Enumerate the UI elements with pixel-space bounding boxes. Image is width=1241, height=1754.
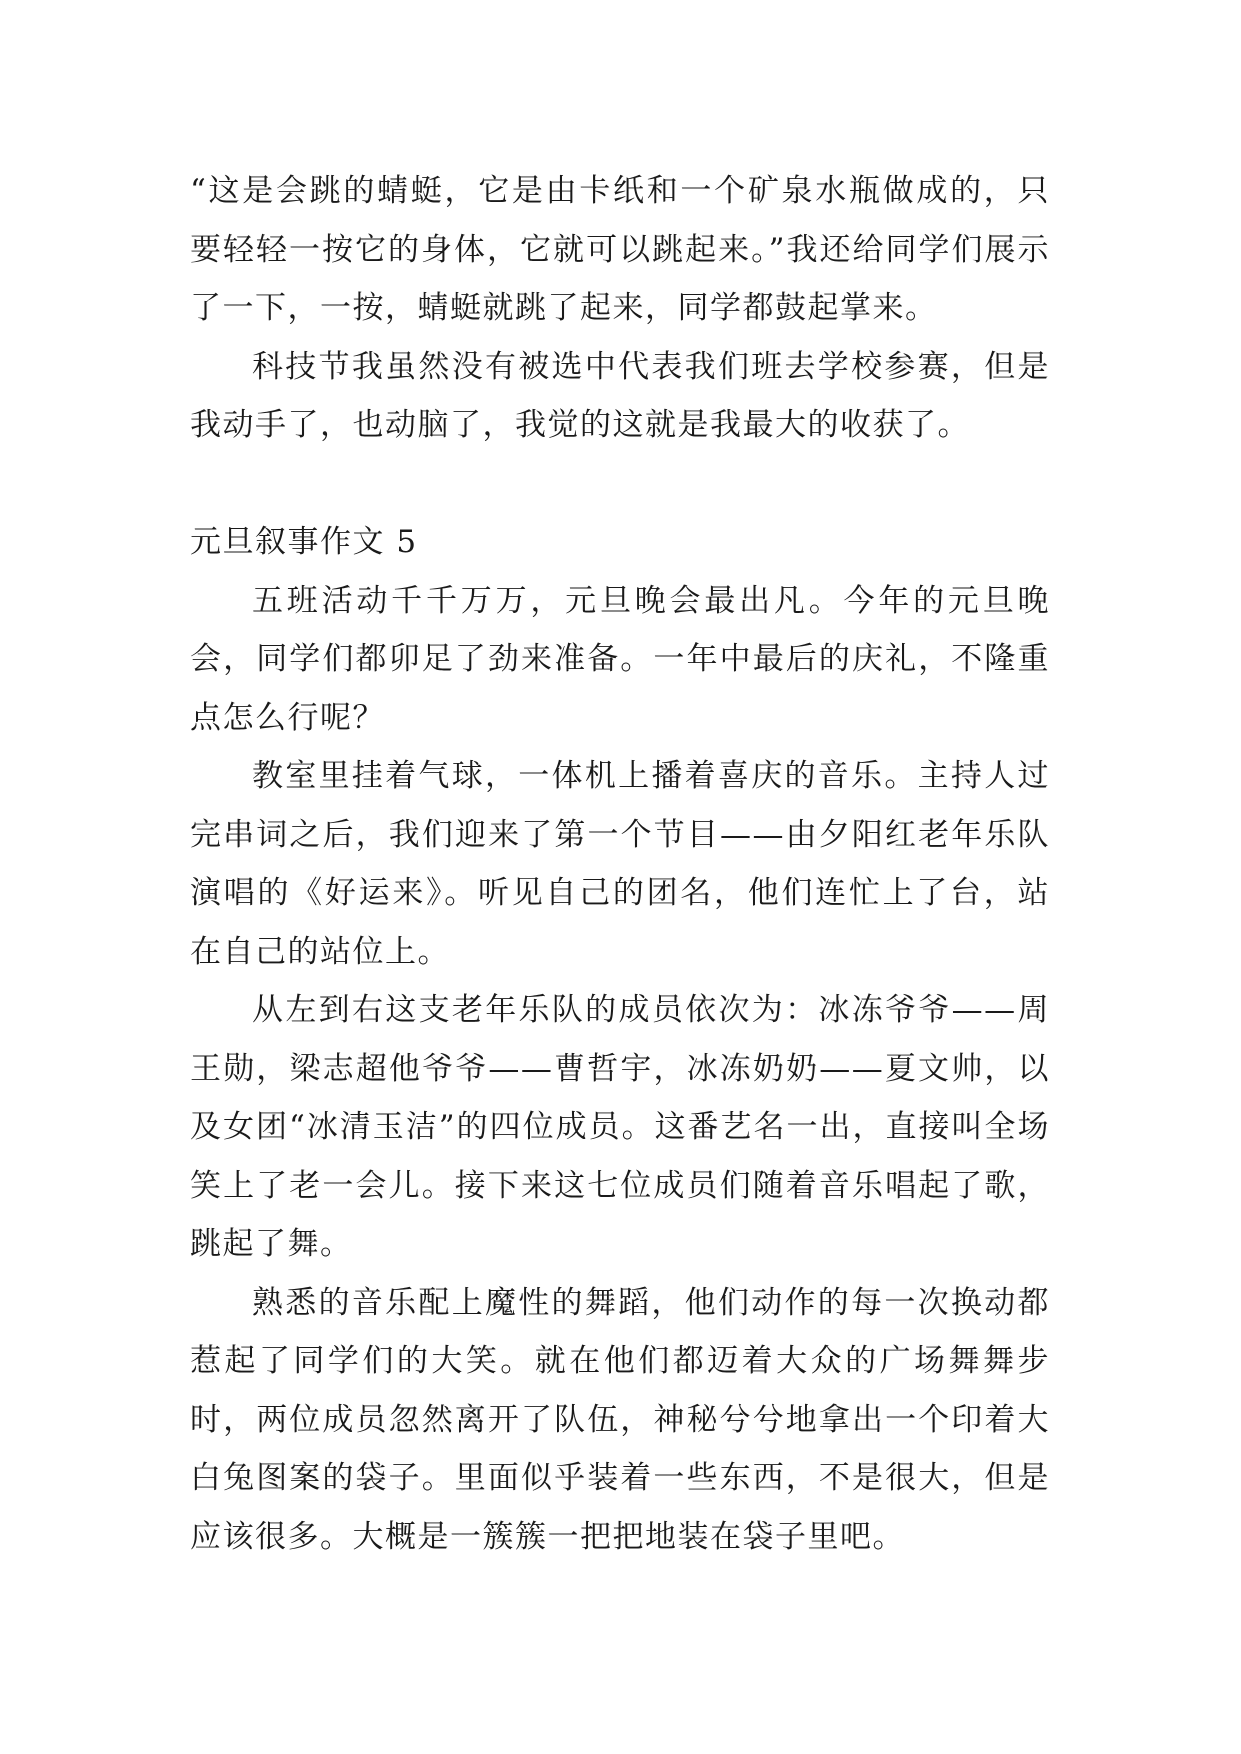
paragraph-new-year-party: 五班活动千千万万，元旦晚会最出凡。今年的元旦晚会，同学们都卯足了劲来准备。一年中最后的庆礼，不隆重点怎么行呢？ (190, 582, 1050, 736)
paragraph-dance: 熟悉的音乐配上魔性的舞蹈，他们动作的每一次换动都惹起了同学们的大笑。就在他们都迈着大众的广场舞舞步时，两位成员忽然离开了队伍，神秘兮兮地拿出一个印着大白兔图案的袋子。里面似乎装着一些东西，不是很大，但是应该很多。大概是一簇簇一把把地装在袋子里吧。 (190, 1284, 1050, 1555)
paragraph-classroom: 教室里挂着气球，一体机上播着喜庆的音乐。主持人过完串词之后，我们迎来了第一个节目——由夕阳红老年乐队演唱的《好运来》。听见自己的团名，他们连忙上了台，站在自己的站位上。 (190, 758, 1050, 970)
paragraph-dragonfly-quote: “这是会跳的蜻蜓，它是由卡纸和一个矿泉水瓶做成的，只要轻轻一按它的身体，它就可以跳起来。”我还给同学们展示了一下，一按，蜻蜓就跳了起来，同学都鼓起掌来。 (190, 173, 1050, 326)
paragraph-science-festival: 科技节我虽然没有被选中代表我们班去学校参赛，但是我动手了，也动脑了，我觉的这就是我最大的收获了。 (190, 348, 1050, 443)
essay-heading: 元旦叙事作文 5 (190, 524, 418, 560)
paragraph-band-members: 从左到右这支老年乐队的成员依次为：冰冻爷爷——周王勋，梁志超他爷爷——曹哲宇，冰冻奶奶——夏文帅，以及女团“冰清玉洁”的四位成员。这番艺名一出，直接叫全场笑上了老一会儿。接下来这七位成员们随着音乐唱起了歌，跳起了舞。 (190, 992, 1050, 1262)
document-body (190, 162, 1050, 1566)
